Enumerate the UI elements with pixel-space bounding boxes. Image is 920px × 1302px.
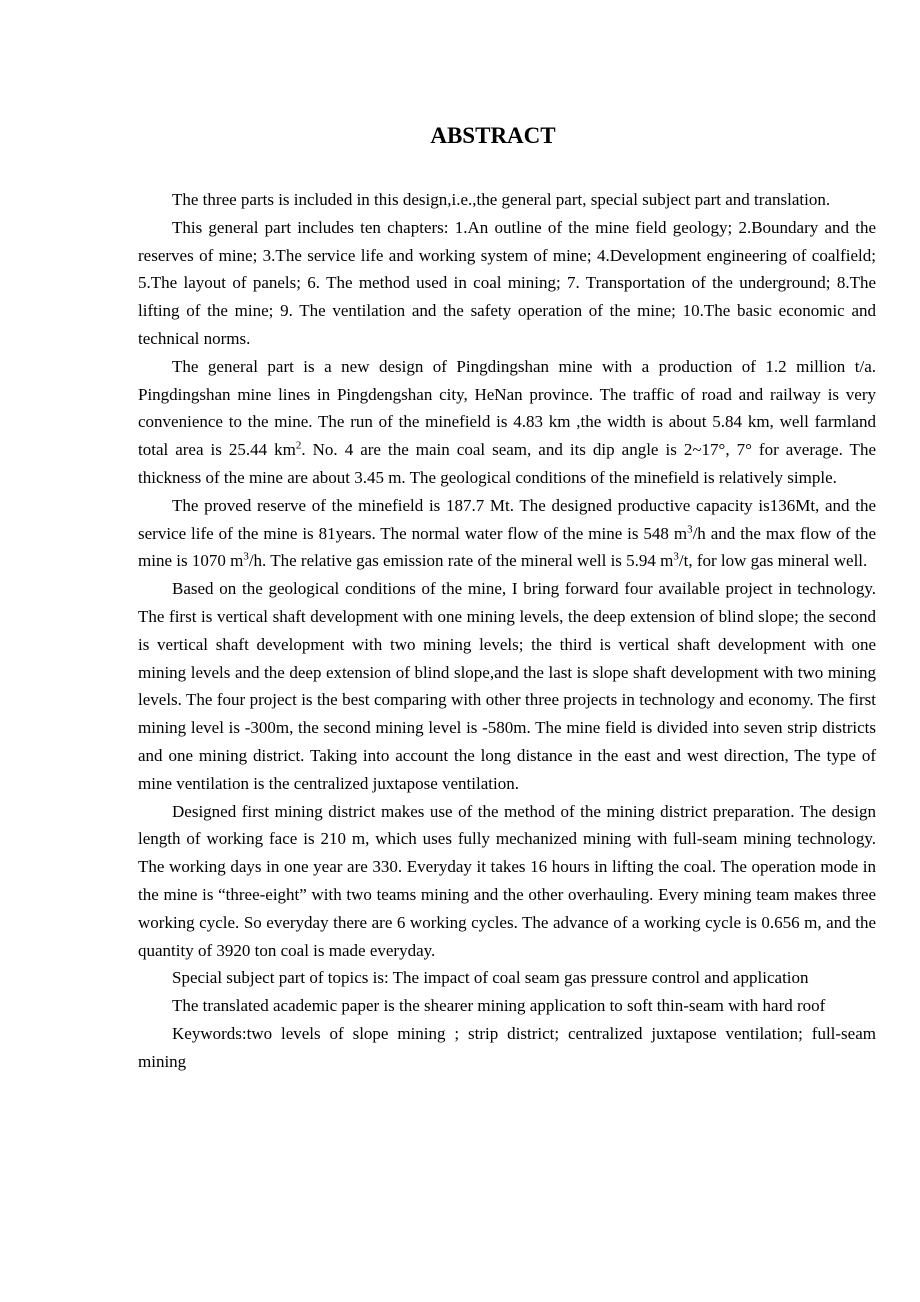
paragraph-chapters: This general part includes ten chapters: 1.An outline of the mine field geology; 2.Boundary and the reserves of mine; 3.The service life and working system of mine; 4.Development engineering of coalfield; 5.The layout of panels; 6. The method used in coal mining; 7. Transportation of the underground; 8.The lifting of the mine; 9. The ventilation and the safety operation of the mine; 10.The basic economic and technical norms. xyxy=(138,217,876,348)
paragraph-special-subject: Special subject part of topics is: The impact of coal seam gas pressure control and application xyxy=(172,968,809,988)
paragraph-reserves: The proved reserve of the minefield is 187.7 Mt. The designed productive capacity is136Mt, and the service life of the mine is 81years. The normal water flow of the mine is 548 $m^3/h$ and the max flow of the mine is 1070 $m^3/h$. The relative gas emission rate of the mineral well is 5.94 $m^3/t$, for low gas mineral well. xyxy=(138,495,876,571)
paragraph-mining-district: Designed first mining district makes use of the method of the mining district preparation. The design length of working face is 210 m, which uses fully mechanized mining with full-seam mining technology. The working days in one year are 330. Everyday it takes 16 hours in lifting the coal. The operation mode in the mine is “three-eight” with two teams mining and the other overhauling. Every mining team makes three working cycle. So everyday there are 6 working cycles. The advance of a working cycle is 0.656 m, and the quantity of 3920 ton coal is made everyday. xyxy=(138,801,876,960)
page-title: ABSTRACT xyxy=(430,123,556,148)
paragraph-translation: The translated academic paper is the shearer mining application to soft thin-seam with hard roof xyxy=(172,996,826,1016)
abstract-body xyxy=(138,186,876,1076)
paragraph-keywords: Keywords:two levels of slope mining ; strip district; centralized juxtapose ventilation; full-seam mining xyxy=(138,1023,876,1071)
paragraph-intro: The three parts is included in this design,i.e.,the general part, special subject part and translation. xyxy=(172,190,831,209)
paragraph-mine-overview: The general part is a new design of Pingdingshan mine with a production of 1.2 million t/a. Pingdingshan mine lines in Pingdengshan city, HeNan province. The traffic of road and railway is very convenience to the mine. The run of the minefield is 4.83 km ,the width is about 5.84 km, well farmland total area is 25.44 $km^2$. No. 4 are the main coal seam, and its dip angle is 2~17°, 7° for average. The thickness of the mine are about 3.45 m. The geological conditions of the minefield is relatively simple. xyxy=(138,356,876,487)
paragraph-development-projects: Based on the geological conditions of the mine, I bring forward four available project in technology. The first is vertical shaft development with one mining levels, the deep extension of blind slope; the second is vertical shaft development with two mining levels; the third is vertical shaft development with one mining levels and the deep extension of blind slope,and the last is slope shaft development with two mining levels. The four project is the best comparing with other three projects in technology and economy. The first mining level is -300m, the second mining level is -580m. The mine field is divided into seven strip districts and one mining district. Taking into account the long distance in the east and west direction, The type of mine ventilation is the centralized juxtapose ventilation. xyxy=(138,579,876,793)
